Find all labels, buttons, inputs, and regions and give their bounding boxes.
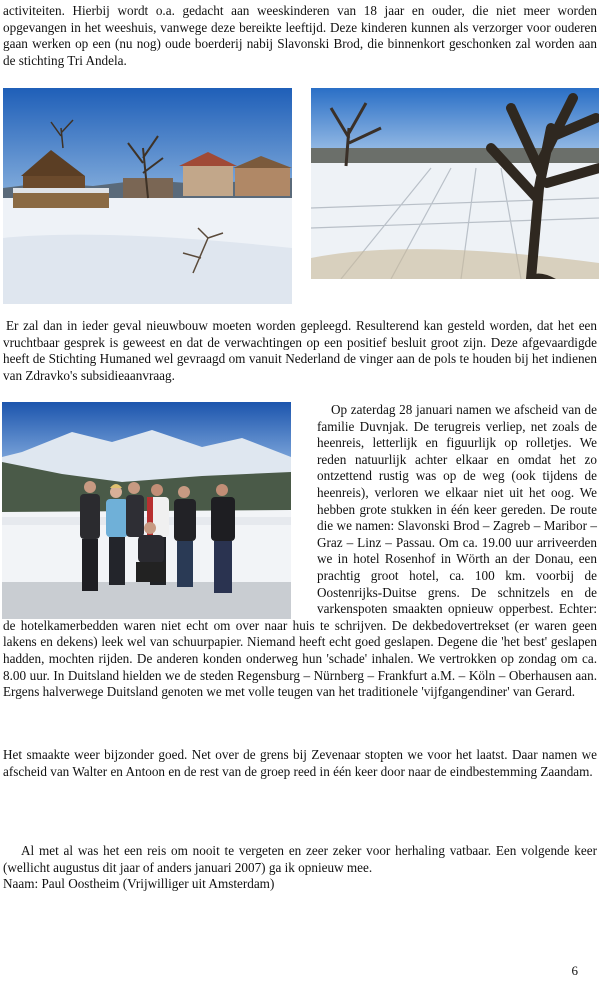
page-number: 6 xyxy=(571,963,578,978)
author-name: Naam: Paul Oostheim (Vrijwilliger uit Amsterdam) xyxy=(3,876,275,891)
tree-field-photo xyxy=(311,88,599,279)
farmhouse-snow-photo xyxy=(3,88,292,304)
intro-paragraph: activiteiten. Hierbij wordt o.a. gedacht aan weeskinderen van 18 jaar en ouder, die niet meer worden opgevangen in het weeshuis, vanwege deze bereikte leeftijd. Deze kinderen kunnen als verzorger voor ouderen gaan werken op een (nu nog) oude boerderij nabij Slavonski Brod, die binnenkort geschonken zal worden aan de stichting Tri Andela. xyxy=(3,3,597,68)
return-trip-text: Op zaterdag 28 januari namen we afscheid van de familie Duvnjak. De terugreis verliep, net zoals de heenreis, letterlijk en figuurlijk op rolletjes. We reden natuurlijk achter elkaar en omdat het zo ontzettend rustig was op de weg (ook tijdens de heenreis), verloren we elkaar niet uit het oog. We hebben grote stukken in één keer gereden. De route die we namen: Slavonski Brod – Zagreb – Maribor – Graz – Linz – Passau. Om ca. 19.00 uur arriveerden we in hotel Rosenhof in Wörth an der Donau, een prachtig groot hotel, ca. 100 km. voorbij de Oostenrijks-Duitse grens. De schnitzels en de varkenspoten smaakten opnieuw opperbest. Echter: de hotelkamerbedden waren niet echt om over naar huis te schrijven. De dekbedovertrekset (er waren geen lakens en dekens) leek wel van schuurpapier. Niemand heeft echt goed geslapen. Degene die 'het best' geslapen hadden, mochten rijden. De anderen konden onderweg hun 'schade' inhalen. We vertrokken op zondag om ca. 8.00 uur. In Duitsland hielden we de steden Regensburg – Nürnberg – Frankfurt a.M. – Köln – Oberhausen aan. Ergens halverwege Duitsland genoten we met volle teugen van het traditionele 'vijfgangendiner' van Gerard. xyxy=(3,402,597,700)
arrival-paragraph: Het smaakte weer bijzonder goed. Net over de grens bij Zevenaar stopten we voor het laatst. Daar namen we afscheid van Walter en Antoon en de rest van de groep reed in één keer door naar de eindbestemming Zaandam. xyxy=(3,747,597,779)
return-trip-paragraph xyxy=(3,402,597,701)
photo-wrap-spacer xyxy=(3,402,317,614)
result-paragraph: Er zal dan in ieder geval nieuwbouw moeten worden gepleegd. Resulterend kan gesteld worden, dat het een vruchtbaar gesprek is geweest en dat de verwachtingen op een positief besluit groot zijn. Deze afgevaardigde heeft de Stichting Humaned wel gevraagd om vanuit Nederland de vinger aan de pols te houden bij het indienen van Zdravko's subsidieaanvraag. xyxy=(3,318,597,383)
closing-paragraph: Al met al was het een reis om nooit te vergeten en zeer zeker voor herhaling vatbaar. Een volgende keer (wellicht augustus dit jaar of anders januari 2007) ga ik opnieuw mee. xyxy=(3,843,597,875)
